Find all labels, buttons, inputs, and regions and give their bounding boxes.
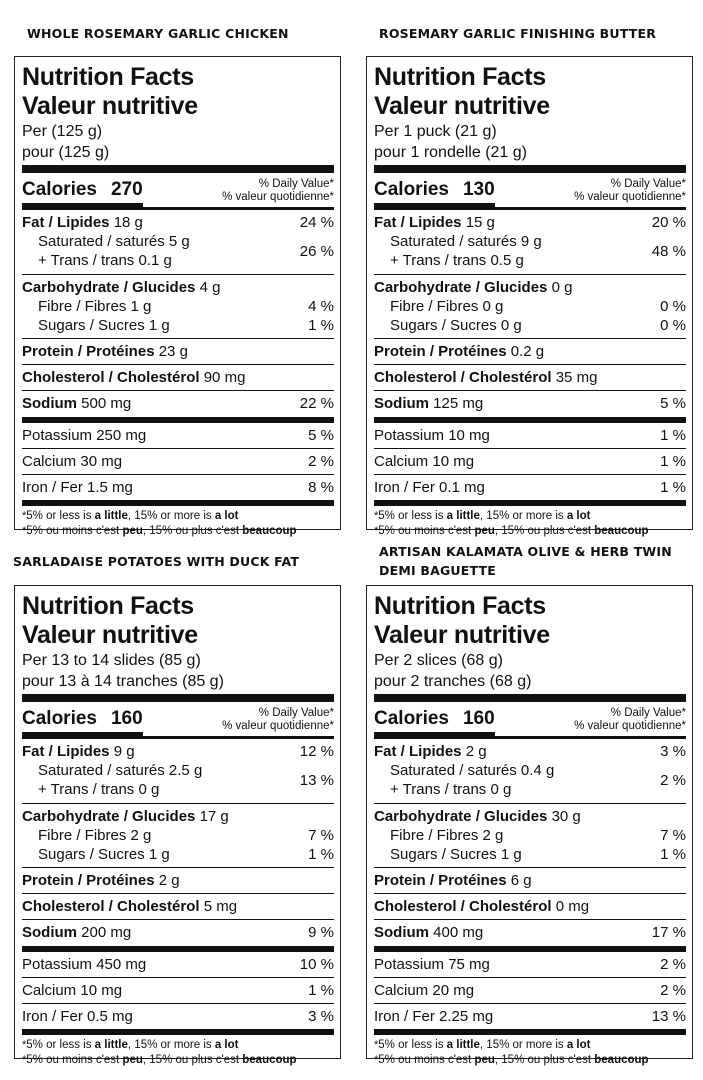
iron-percent: 1 % bbox=[660, 479, 686, 496]
calories-value: 160 bbox=[110, 708, 143, 729]
daily-value-en: % Daily Value* bbox=[610, 707, 686, 719]
sodium-row bbox=[22, 391, 334, 416]
saturated-trans-group bbox=[374, 761, 686, 799]
cholesterol-value: 5 mg bbox=[203, 898, 238, 915]
daily-value-heading bbox=[222, 707, 334, 736]
divider bbox=[22, 803, 334, 804]
footnote-en: *5% or less is a little, 15% or more is a lot bbox=[22, 1039, 239, 1051]
cholesterol-row bbox=[374, 365, 686, 390]
potassium-row bbox=[374, 952, 686, 977]
saturated-row bbox=[374, 232, 646, 251]
iron-percent: 8 % bbox=[308, 479, 334, 496]
valeur-nutritive-heading: Valeur nutritive bbox=[374, 621, 550, 649]
daily-value-fr: % valeur quotidienne* bbox=[574, 191, 686, 203]
fibre-percent: 4 % bbox=[308, 298, 334, 315]
fat-value: 18 g bbox=[113, 214, 143, 231]
serving-size-fr: pour 2 tranches (68 g) bbox=[374, 673, 532, 690]
carbohydrate-value: 0 g bbox=[551, 279, 573, 296]
calcium-label: Calcium bbox=[22, 982, 77, 999]
cholesterol-row bbox=[22, 365, 334, 390]
sodium-percent: 9 % bbox=[308, 924, 334, 941]
fibre-row bbox=[374, 826, 686, 845]
saturated-trans-percent: 26 % bbox=[299, 242, 334, 260]
calories-block bbox=[374, 708, 495, 736]
potassium-percent: 1 % bbox=[660, 427, 686, 444]
protein-label: Protein / Protéines bbox=[22, 872, 155, 889]
serving-size-en: Per 1 puck (21 g) bbox=[374, 123, 497, 140]
nutrition-panel bbox=[366, 585, 693, 1066]
iron-label: Iron / Fer bbox=[22, 479, 83, 496]
footnote-en: *5% or less is a little, 15% or more is a lot bbox=[374, 510, 591, 522]
iron-value: 2.25 mg bbox=[439, 1008, 494, 1025]
saturated-label: Saturated / saturés bbox=[390, 762, 517, 779]
fat-row bbox=[374, 742, 686, 761]
potassium-percent: 5 % bbox=[308, 427, 334, 444]
calcium-row bbox=[374, 978, 686, 1003]
sugars-percent: 1 % bbox=[308, 846, 334, 863]
iron-label: Iron / Fer bbox=[374, 479, 435, 496]
saturated-label: Saturated / saturés bbox=[38, 233, 165, 250]
calcium-row bbox=[374, 449, 686, 474]
saturated-value: 9 g bbox=[520, 233, 542, 250]
nutrition-facts-heading: Nutrition Facts bbox=[22, 592, 194, 620]
carbohydrate-row bbox=[374, 807, 686, 826]
calories-row bbox=[22, 173, 334, 207]
fibre-percent: 7 % bbox=[660, 827, 686, 844]
potassium-row bbox=[22, 423, 334, 448]
product-title: ARTISAN KALAMATA OLIVE & HERB TWIN DEMI BAGUETTE bbox=[379, 544, 672, 578]
saturated-row bbox=[22, 232, 294, 251]
saturated-trans-group bbox=[374, 232, 686, 270]
carbohydrate-label: Carbohydrate / Glucides bbox=[374, 808, 548, 825]
calories-row bbox=[22, 702, 334, 736]
protein-row bbox=[374, 868, 686, 893]
divider bbox=[22, 736, 334, 739]
footnote bbox=[374, 1035, 686, 1068]
fibre-value: 0 g bbox=[482, 298, 504, 315]
calcium-percent: 2 % bbox=[308, 453, 334, 470]
potassium-label: Potassium bbox=[22, 956, 93, 973]
iron-percent: 13 % bbox=[651, 1008, 686, 1025]
divider-thick bbox=[374, 165, 686, 173]
sodium-label: Sodium bbox=[374, 924, 429, 941]
protein-label: Protein / Protéines bbox=[374, 343, 507, 360]
saturated-trans-percent: 2 % bbox=[660, 771, 686, 789]
saturated-trans-percent: 48 % bbox=[651, 242, 686, 260]
divider bbox=[22, 207, 334, 210]
serving-size-fr: pour 1 rondelle (21 g) bbox=[374, 144, 527, 161]
fibre-label: Fibre / Fibres bbox=[38, 827, 127, 844]
trans-value: 0 g bbox=[138, 781, 160, 798]
cholesterol-value: 35 mg bbox=[555, 369, 598, 386]
saturated-label: Saturated / saturés bbox=[38, 762, 165, 779]
potassium-value: 250 mg bbox=[96, 427, 147, 444]
saturated-trans-group bbox=[22, 761, 334, 799]
valeur-nutritive-heading: Valeur nutritive bbox=[22, 92, 198, 120]
sodium-label: Sodium bbox=[22, 924, 77, 941]
protein-row bbox=[22, 339, 334, 364]
potassium-value: 450 mg bbox=[96, 956, 147, 973]
calcium-value: 30 mg bbox=[80, 453, 123, 470]
footnote bbox=[22, 1035, 334, 1068]
fat-label: Fat / Lipides bbox=[22, 743, 110, 760]
saturated-row bbox=[22, 761, 294, 780]
serving-size-fr: pour 13 à 14 tranches (85 g) bbox=[22, 673, 224, 690]
fat-percent: 3 % bbox=[660, 743, 686, 760]
sodium-percent: 22 % bbox=[299, 395, 334, 412]
potassium-label: Potassium bbox=[374, 427, 445, 444]
sugars-row bbox=[22, 316, 334, 335]
fibre-row bbox=[22, 297, 334, 316]
sugars-label: Sugars / Sucres bbox=[38, 846, 145, 863]
trans-value: 0 g bbox=[490, 781, 512, 798]
sugars-percent: 0 % bbox=[660, 317, 686, 334]
trans-value: 0.1 g bbox=[138, 252, 172, 269]
carbohydrate-label: Carbohydrate / Glucides bbox=[22, 279, 196, 296]
serving-size-fr: pour (125 g) bbox=[22, 144, 110, 161]
divider-thick bbox=[374, 694, 686, 702]
iron-value: 0.5 mg bbox=[87, 1008, 133, 1025]
carbohydrate-row bbox=[374, 278, 686, 297]
iron-label: Iron / Fer bbox=[22, 1008, 83, 1025]
trans-label: + Trans / trans bbox=[38, 252, 135, 269]
potassium-value: 75 mg bbox=[448, 956, 490, 973]
daily-value-en: % Daily Value* bbox=[258, 707, 334, 719]
divider-thick bbox=[22, 165, 334, 173]
divider bbox=[374, 274, 686, 275]
carbohydrate-label: Carbohydrate / Glucides bbox=[22, 808, 196, 825]
fibre-row bbox=[22, 826, 334, 845]
carbohydrate-label: Carbohydrate / Glucides bbox=[374, 279, 548, 296]
calcium-row bbox=[22, 978, 334, 1003]
serving-size-en: Per (125 g) bbox=[22, 123, 103, 140]
daily-value-heading bbox=[574, 178, 686, 207]
carbohydrate-value: 4 g bbox=[199, 279, 221, 296]
protein-value: 0.2 g bbox=[510, 343, 545, 360]
iron-row bbox=[374, 1004, 686, 1029]
sugars-percent: 1 % bbox=[660, 846, 686, 863]
sugars-label: Sugars / Sucres bbox=[390, 317, 497, 334]
sugars-row bbox=[374, 845, 686, 864]
trans-row bbox=[374, 251, 646, 270]
sodium-label: Sodium bbox=[22, 395, 77, 412]
iron-label: Iron / Fer bbox=[374, 1008, 435, 1025]
cholesterol-value: 0 mg bbox=[555, 898, 590, 915]
protein-value: 6 g bbox=[510, 872, 532, 889]
saturated-row bbox=[374, 761, 646, 780]
product-title: SARLADAISE POTATOES WITH DUCK FAT bbox=[13, 554, 300, 569]
valeur-nutritive-heading: Valeur nutritive bbox=[374, 92, 550, 120]
calcium-percent: 1 % bbox=[660, 453, 686, 470]
fibre-value: 1 g bbox=[130, 298, 152, 315]
serving-size-en: Per 13 to 14 slides (85 g) bbox=[22, 652, 201, 669]
calories-label: Calories bbox=[374, 708, 449, 729]
iron-row bbox=[374, 475, 686, 500]
trans-label: + Trans / trans bbox=[390, 781, 487, 798]
footnote-fr: *5% ou moins c'est peu, 15% ou plus c'est beaucoup bbox=[22, 1054, 297, 1066]
potassium-row bbox=[374, 423, 686, 448]
footnote-fr: *5% ou moins c'est peu, 15% ou plus c'est beaucoup bbox=[22, 525, 297, 537]
sugars-label: Sugars / Sucres bbox=[390, 846, 497, 863]
sugars-row bbox=[22, 845, 334, 864]
fibre-label: Fibre / Fibres bbox=[390, 298, 479, 315]
protein-label: Protein / Protéines bbox=[374, 872, 507, 889]
fibre-row bbox=[374, 297, 686, 316]
potassium-label: Potassium bbox=[22, 427, 93, 444]
fat-percent: 12 % bbox=[299, 743, 334, 760]
carbohydrate-row bbox=[22, 807, 334, 826]
potassium-percent: 2 % bbox=[660, 956, 686, 973]
calcium-label: Calcium bbox=[22, 453, 77, 470]
fat-row bbox=[22, 213, 334, 232]
footnote-fr: *5% ou moins c'est peu, 15% ou plus c'est beaucoup bbox=[374, 1054, 649, 1066]
cholesterol-label: Cholesterol / Cholestérol bbox=[22, 369, 200, 386]
daily-value-heading bbox=[574, 707, 686, 736]
sodium-label: Sodium bbox=[374, 395, 429, 412]
cholesterol-label: Cholesterol / Cholestérol bbox=[374, 369, 552, 386]
fibre-value: 2 g bbox=[482, 827, 504, 844]
sodium-row bbox=[374, 391, 686, 416]
fibre-value: 2 g bbox=[130, 827, 152, 844]
fat-percent: 20 % bbox=[651, 214, 686, 231]
calories-value: 130 bbox=[462, 179, 495, 200]
calcium-percent: 2 % bbox=[660, 982, 686, 999]
calories-value: 160 bbox=[462, 708, 495, 729]
product-title: WHOLE ROSEMARY GARLIC CHICKEN bbox=[27, 26, 289, 41]
calcium-value: 20 mg bbox=[432, 982, 475, 999]
calories-block bbox=[374, 179, 495, 207]
fat-label: Fat / Lipides bbox=[22, 214, 110, 231]
footnote-fr: *5% ou moins c'est peu, 15% ou plus c'est beaucoup bbox=[374, 525, 649, 537]
calories-row bbox=[374, 173, 686, 207]
potassium-label: Potassium bbox=[374, 956, 445, 973]
footnote-en: *5% or less is a little, 15% or more is a lot bbox=[22, 510, 239, 522]
fibre-label: Fibre / Fibres bbox=[390, 827, 479, 844]
sugars-value: 1 g bbox=[148, 846, 170, 863]
valeur-nutritive-heading: Valeur nutritive bbox=[22, 621, 198, 649]
protein-value: 2 g bbox=[158, 872, 180, 889]
daily-value-heading bbox=[222, 178, 334, 207]
cholesterol-label: Cholesterol / Cholestérol bbox=[374, 898, 552, 915]
sodium-row bbox=[374, 920, 686, 945]
iron-value: 1.5 mg bbox=[87, 479, 133, 496]
trans-row bbox=[374, 780, 646, 799]
calories-label: Calories bbox=[22, 179, 97, 200]
fat-percent: 24 % bbox=[299, 214, 334, 231]
calcium-row bbox=[22, 449, 334, 474]
daily-value-fr: % valeur quotidienne* bbox=[574, 720, 686, 732]
fat-row bbox=[374, 213, 686, 232]
fat-value: 2 g bbox=[465, 743, 487, 760]
footnote bbox=[374, 506, 686, 539]
potassium-row bbox=[22, 952, 334, 977]
calories-label: Calories bbox=[22, 708, 97, 729]
calcium-percent: 1 % bbox=[308, 982, 334, 999]
iron-percent: 3 % bbox=[308, 1008, 334, 1025]
product-title: ROSEMARY GARLIC FINISHING BUTTER bbox=[379, 26, 657, 41]
sodium-percent: 5 % bbox=[660, 395, 686, 412]
sugars-percent: 1 % bbox=[308, 317, 334, 334]
saturated-trans-group bbox=[22, 232, 334, 270]
footnote-en: *5% or less is a little, 15% or more is a lot bbox=[374, 1039, 591, 1051]
carbohydrate-value: 30 g bbox=[551, 808, 581, 825]
cholesterol-label: Cholesterol / Cholestérol bbox=[22, 898, 200, 915]
nutrition-panel bbox=[14, 56, 341, 537]
calories-block bbox=[22, 708, 143, 736]
cholesterol-row bbox=[22, 894, 334, 919]
trans-row bbox=[22, 780, 294, 799]
fibre-percent: 0 % bbox=[660, 298, 686, 315]
iron-row bbox=[22, 475, 334, 500]
divider bbox=[374, 207, 686, 210]
trans-label: + Trans / trans bbox=[38, 781, 135, 798]
cholesterol-row bbox=[374, 894, 686, 919]
sugars-label: Sugars / Sucres bbox=[38, 317, 145, 334]
fibre-percent: 7 % bbox=[308, 827, 334, 844]
divider-thick bbox=[22, 694, 334, 702]
calories-row bbox=[374, 702, 686, 736]
serving-size-en: Per 2 slices (68 g) bbox=[374, 652, 503, 669]
nutrition-facts-heading: Nutrition Facts bbox=[374, 592, 546, 620]
cholesterol-value: 90 mg bbox=[203, 369, 246, 386]
fat-row bbox=[22, 742, 334, 761]
sodium-value: 500 mg bbox=[81, 395, 132, 412]
calories-label: Calories bbox=[374, 179, 449, 200]
divider bbox=[22, 274, 334, 275]
fat-value: 15 g bbox=[465, 214, 495, 231]
saturated-value: 2.5 g bbox=[168, 762, 203, 779]
nutrition-panel bbox=[14, 585, 341, 1066]
saturated-label: Saturated / saturés bbox=[390, 233, 517, 250]
calcium-value: 10 mg bbox=[80, 982, 123, 999]
sodium-percent: 17 % bbox=[651, 924, 686, 941]
trans-label: + Trans / trans bbox=[390, 252, 487, 269]
protein-label: Protein / Protéines bbox=[22, 343, 155, 360]
saturated-trans-percent: 13 % bbox=[299, 771, 334, 789]
divider bbox=[374, 803, 686, 804]
potassium-percent: 10 % bbox=[299, 956, 334, 973]
trans-value: 0.5 g bbox=[490, 252, 524, 269]
protein-row bbox=[22, 868, 334, 893]
sodium-value: 200 mg bbox=[81, 924, 132, 941]
nutrition-facts-heading: Nutrition Facts bbox=[374, 63, 546, 91]
fat-value: 9 g bbox=[113, 743, 135, 760]
nutrition-facts-heading: Nutrition Facts bbox=[22, 63, 194, 91]
carbohydrate-value: 17 g bbox=[199, 808, 229, 825]
calories-block bbox=[22, 179, 143, 207]
sugars-value: 1 g bbox=[500, 846, 522, 863]
sodium-row bbox=[22, 920, 334, 945]
footnote bbox=[22, 506, 334, 539]
calcium-label: Calcium bbox=[374, 453, 429, 470]
daily-value-fr: % valeur quotidienne* bbox=[222, 720, 334, 732]
sodium-value: 125 mg bbox=[433, 395, 484, 412]
fibre-label: Fibre / Fibres bbox=[38, 298, 127, 315]
nutrition-panel bbox=[366, 56, 693, 537]
protein-value: 23 g bbox=[158, 343, 188, 360]
daily-value-fr: % valeur quotidienne* bbox=[222, 191, 334, 203]
carbohydrate-row bbox=[22, 278, 334, 297]
fat-label: Fat / Lipides bbox=[374, 743, 462, 760]
calories-value: 270 bbox=[110, 179, 143, 200]
fat-label: Fat / Lipides bbox=[374, 214, 462, 231]
saturated-value: 0.4 g bbox=[520, 762, 555, 779]
daily-value-en: % Daily Value* bbox=[258, 178, 334, 190]
sodium-value: 400 mg bbox=[433, 924, 484, 941]
iron-value: 0.1 mg bbox=[439, 479, 485, 496]
calcium-value: 10 mg bbox=[432, 453, 475, 470]
sugars-value: 0 g bbox=[500, 317, 522, 334]
potassium-value: 10 mg bbox=[448, 427, 490, 444]
iron-row bbox=[22, 1004, 334, 1029]
saturated-value: 5 g bbox=[168, 233, 190, 250]
protein-row bbox=[374, 339, 686, 364]
trans-row bbox=[22, 251, 294, 270]
sugars-row bbox=[374, 316, 686, 335]
sugars-value: 1 g bbox=[148, 317, 170, 334]
divider bbox=[374, 736, 686, 739]
calcium-label: Calcium bbox=[374, 982, 429, 999]
daily-value-en: % Daily Value* bbox=[610, 178, 686, 190]
